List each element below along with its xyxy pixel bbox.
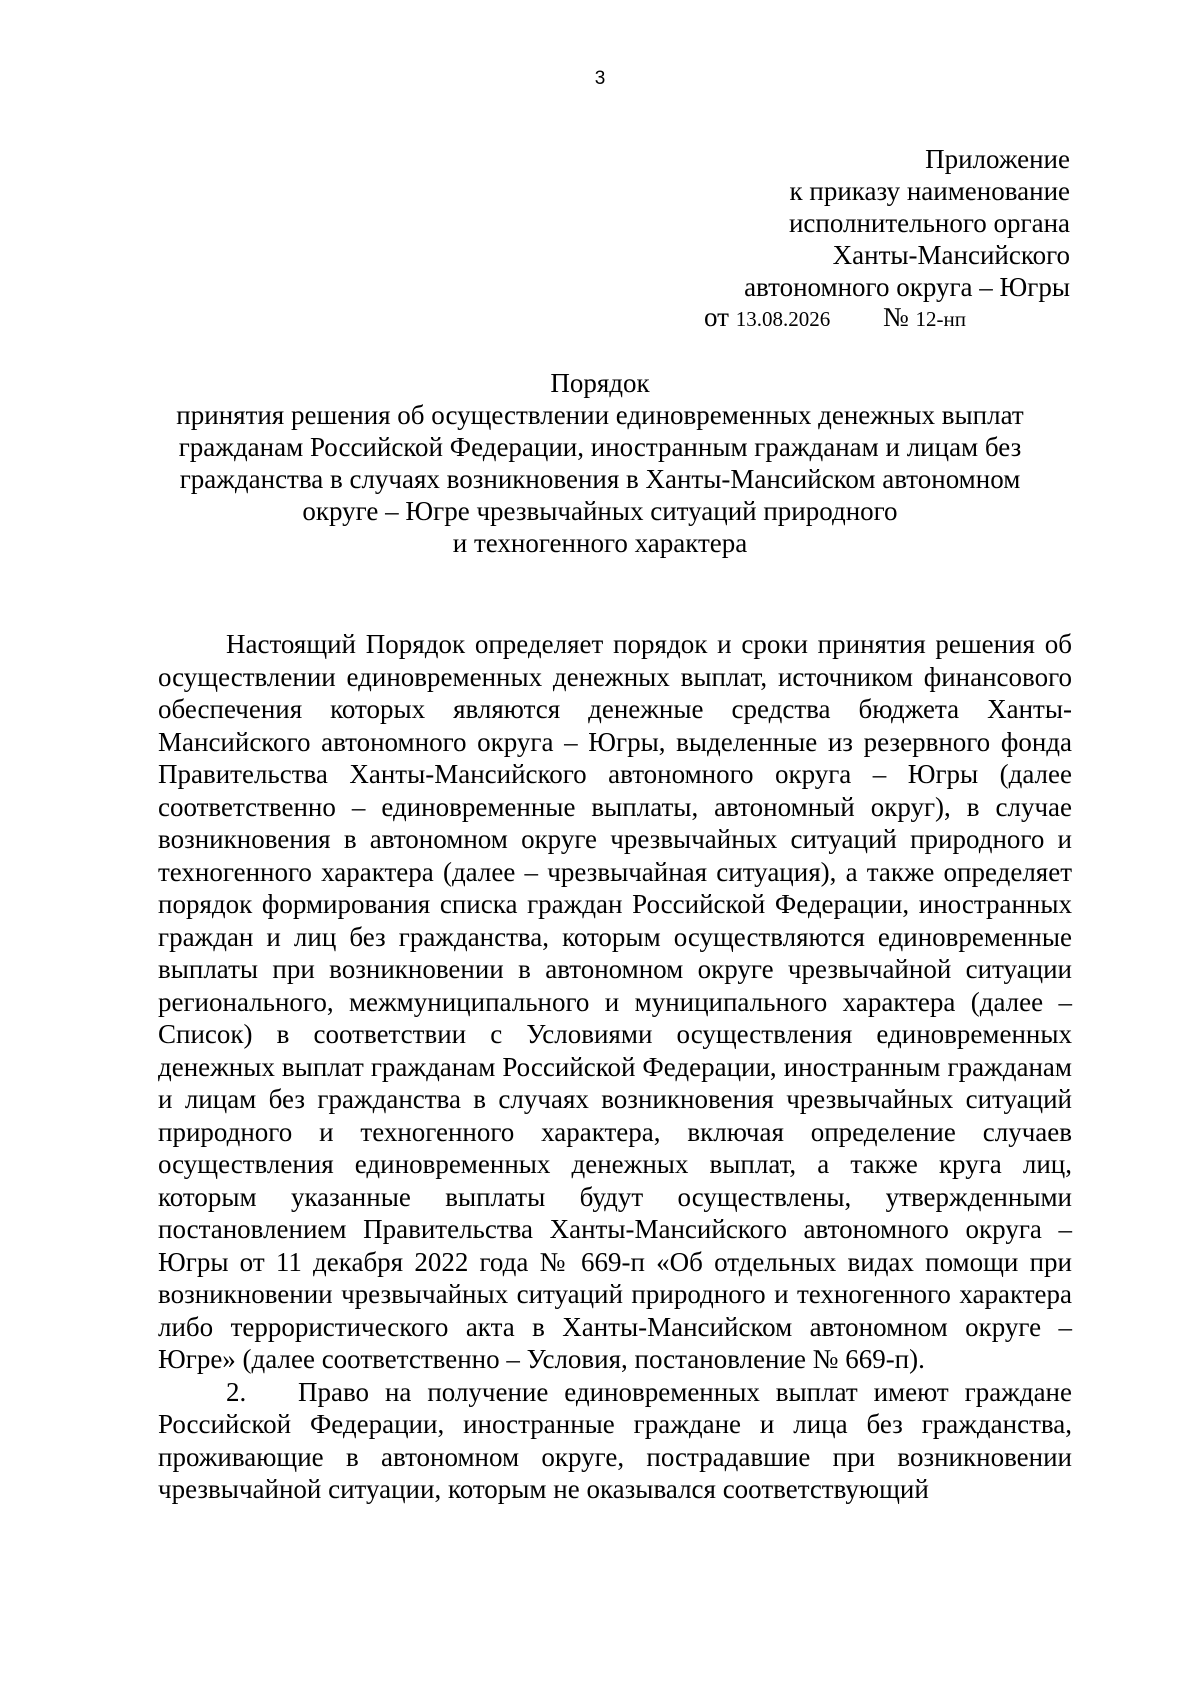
order-number-prefix: № (882, 302, 909, 332)
page-number: 3 (594, 68, 606, 89)
title-line-5: и техногенного характера (452, 528, 748, 558)
order-date: 13.08.2026 (735, 307, 831, 331)
title-line-4: округе – Югре чрезвычайных ситуаций природного (302, 496, 898, 526)
paragraph-2-text: Право на получение единовременных выплат имеют граждане Российской Федерации, иностранные граждане и лица без гражданства, проживающие в автономном округе, пострадавшие при возникновении чрезвычайной ситуации, которым не оказывался соответствующий (158, 1376, 1072, 1504)
appendix-header (610, 143, 1070, 335)
title-heading: Порядок (550, 368, 650, 398)
appendix-line-1: Приложение (925, 144, 1070, 174)
order-number: 12-нп (915, 307, 966, 331)
appendix-line-3: исполнительного органа (788, 208, 1070, 238)
document-body (158, 628, 1072, 1506)
paragraph-2-number: 2. (226, 1376, 247, 1407)
paragraph-1: Настоящий Порядок определяет порядок и сроки принятия решения об осуществлении единовременных денежных выплат, источником финансового обеспечения которых являются денежные средства бюджета Ханты-Мансийского автономного округа – Югры, выделенные из резервного фонда Правительства Ханты-Мансийского автономного округа – Югры (далее соответственно – единовременные выплаты, автономный округ), в случае возникновения в автономном округе чрезвычайных ситуаций природного и техногенного характера (далее – чрезвычайная ситуация), а также определяет порядок формирования списка граждан Российской Федерации, иностранных граждан и лиц без гражданства, которым осуществляются единовременные выплаты при возникновении в автономном округе чрезвычайной ситуации регионального, межмуниципального и муниципального характера (далее – Список) в соответствии с Условиями осуществления единовременных денежных выплат гражданам Российской Федерации, иностранным гражданам и лицам без гражданства в случаях возникновения чрезвычайных ситуаций природного и техногенного характера, включая определение случаев осуществления единовременных денежных выплат, а также круга лиц, которым указанные выплаты будут осуществлены, утвержденными постановлением Правительства Ханты-Мансийского автономного округа – Югры от 11 декабря 2022 года № 669-п «Об отдельных видах помощи при возникновении чрезвычайных ситуаций природного и техногенного характера либо террористического акта в Ханты-Мансийском автономном округе – Югре» (далее соответственно – Условия, постановление № 669-п). (158, 629, 1072, 1374)
order-date-prefix: от (704, 302, 729, 332)
document-title (0, 367, 1200, 559)
appendix-line-2: к приказу наименование (789, 176, 1070, 206)
appendix-line-5: автономного округа – Югры (744, 272, 1070, 302)
order-date-line (610, 301, 1070, 335)
title-line-3: гражданства в случаях возникновения в Ханты-Мансийском автономном (179, 464, 1021, 494)
title-line-2: гражданам Российской Федерации, иностранным гражданам и лицам без (178, 432, 1022, 462)
title-line-1: принятия решения об осуществлении единовременных денежных выплат (176, 400, 1024, 430)
paragraph-2 (158, 1376, 1072, 1506)
appendix-line-4: Ханты-Мансийского (832, 240, 1070, 270)
